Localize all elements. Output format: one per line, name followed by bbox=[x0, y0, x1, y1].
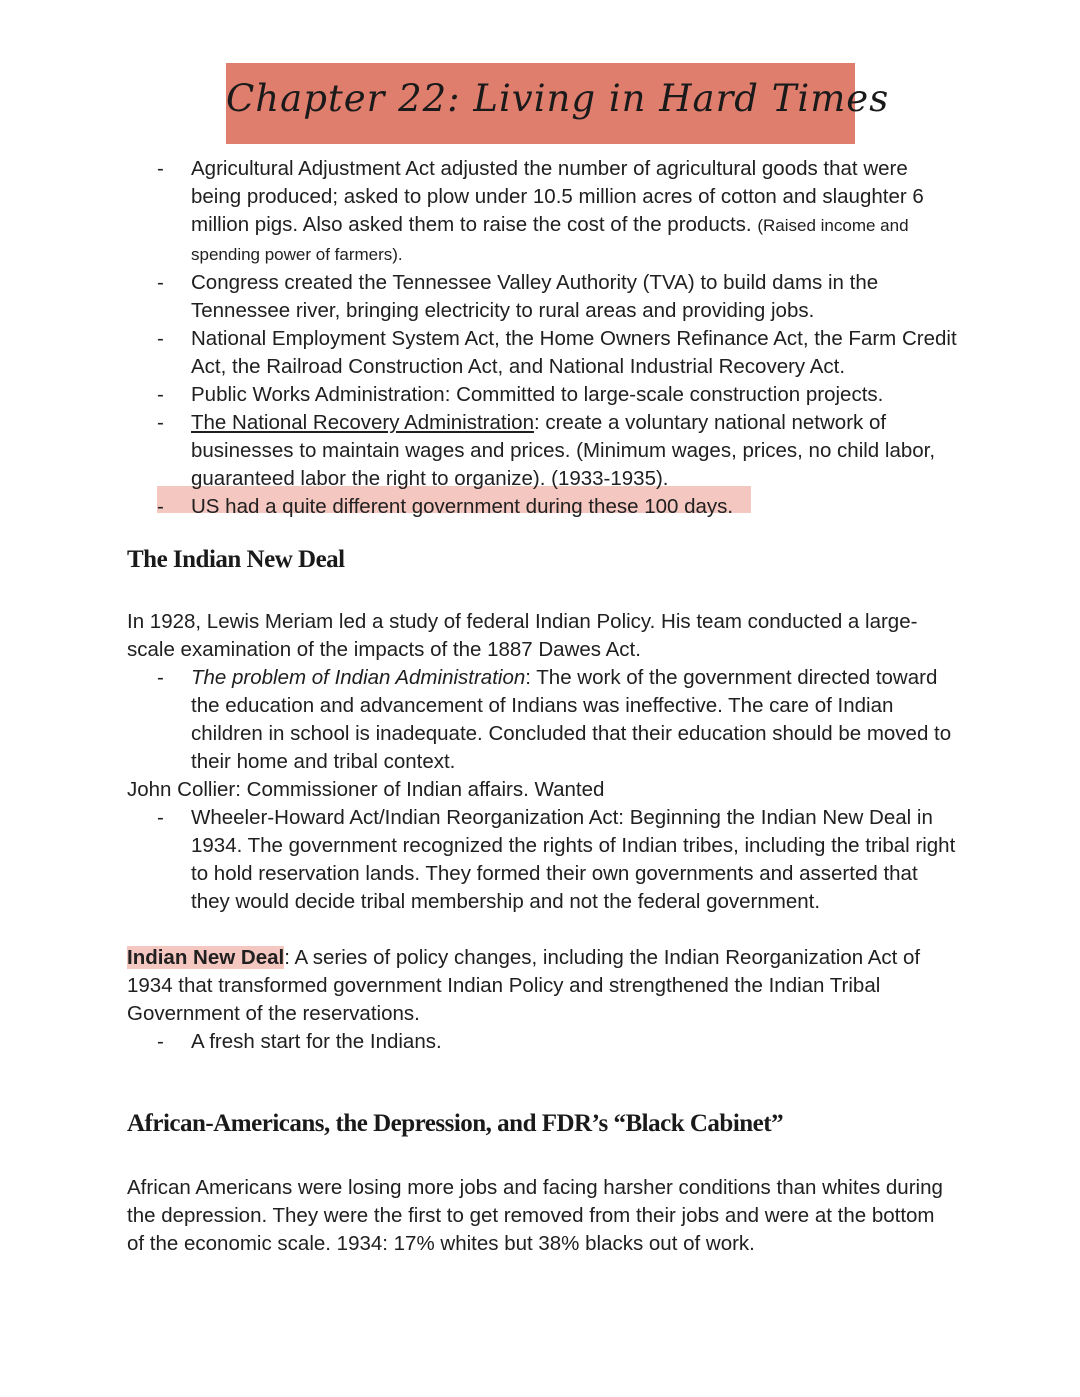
list-item-text: A fresh start for the Indians. bbox=[191, 1030, 442, 1053]
list-item-term: The National Recovery Administration bbox=[191, 411, 534, 434]
list-item bbox=[157, 325, 957, 381]
dash-bullet: - bbox=[157, 157, 164, 180]
dash-bullet: - bbox=[157, 327, 164, 350]
definition-bullet-list bbox=[157, 1028, 957, 1056]
meriam-bullet-list bbox=[157, 664, 957, 776]
list-item-text: : create a voluntary national network of businesses to maintain wages and prices. (Minimum wages, prices, no child labor, guaranteed labor the right to organize). (1933-1935). bbox=[191, 411, 936, 490]
dash-bullet: - bbox=[157, 1030, 164, 1053]
list-item-text: Public Works Administration: Committed to large-scale construction projects. bbox=[191, 383, 884, 406]
meriam-intro: In 1928, Lewis Meriam led a study of federal Indian Policy. His team conducted a large-scale examination of the impacts of the 1887 Dawes Act. bbox=[127, 610, 918, 661]
indian-new-deal-definition bbox=[127, 944, 957, 1028]
chapter-title: Chapter 22: Living in Hard Times bbox=[226, 77, 890, 120]
african-americans-paragraph: African Americans were losing more jobs and facing harsher conditions than whites during the depression. They were the first to get removed from their jobs and were at the bottom of the economic scale. 1934: 17% whites but 38% blacks out of work. bbox=[127, 1176, 943, 1255]
list-item bbox=[157, 664, 957, 776]
dash-bullet: - bbox=[157, 666, 164, 689]
list-item-term: The problem of Indian Administration bbox=[191, 666, 526, 689]
list-item-text: National Employment System Act, the Home Owners Refinance Act, the Farm Credit Act, the Railroad Construction Act, and National Industrial Recovery Act. bbox=[191, 327, 957, 378]
list-item-highlighted bbox=[157, 493, 957, 521]
list-item bbox=[157, 381, 957, 409]
dash-bullet: - bbox=[157, 411, 164, 434]
list-item bbox=[157, 409, 957, 493]
dash-bullet: - bbox=[157, 271, 164, 294]
collier-bullet-list bbox=[157, 804, 957, 916]
dash-bullet: - bbox=[157, 806, 164, 829]
list-item-text: US had a quite different government during these 100 days. bbox=[191, 495, 734, 518]
dash-bullet: - bbox=[157, 383, 164, 406]
list-item bbox=[157, 269, 957, 325]
list-item-note: (Raised income and spending power of farmers). bbox=[191, 216, 909, 264]
new-deal-bullet-list bbox=[157, 155, 957, 521]
list-item bbox=[157, 804, 957, 916]
section-heading-indian-new-deal: The Indian New Deal bbox=[127, 546, 345, 573]
chapter-title-banner bbox=[226, 63, 890, 144]
dash-bullet: - bbox=[157, 495, 164, 518]
section-heading-african-americans: African-Americans, the Depression, and FDR’s “Black Cabinet” bbox=[127, 1110, 784, 1137]
list-item-text: : The work of the government directed toward the education and advancement of Indians was ineffective. The care of Indian children in school is inadequate. Concluded that their education should be moved to their home and tribal context. bbox=[191, 666, 952, 773]
collier-line: John Collier: Commissioner of Indian affairs. Wanted bbox=[127, 778, 605, 801]
list-item-text: Agricultural Adjustment Act adjusted the number of agricultural goods that were being produced; asked to plow under 10.5 million acres of cotton and slaughter 6 million pigs. Also asked them to raise the cost of the products. bbox=[191, 157, 924, 236]
definition-term: Indian New Deal bbox=[127, 946, 285, 969]
list-item bbox=[157, 155, 957, 269]
list-item-text: Congress created the Tennessee Valley Authority (TVA) to build dams in the Tennessee river, bringing electricity to rural areas and providing jobs. bbox=[191, 271, 879, 322]
definition-text: : A series of policy changes, including the Indian Reorganization Act of 1934 that transformed government Indian Policy and strengthened the Indian Tribal Government of the reservations. bbox=[127, 946, 921, 1025]
list-item bbox=[157, 1028, 957, 1056]
list-item-text: Wheeler-Howard Act/Indian Reorganization Act: Beginning the Indian New Deal in 1934. The government recognized the rights of Indian tribes, including the tribal right to hold reservation lands. They formed their own governments and asserted that they would decide tribal membership and not the federal government. bbox=[191, 806, 956, 913]
